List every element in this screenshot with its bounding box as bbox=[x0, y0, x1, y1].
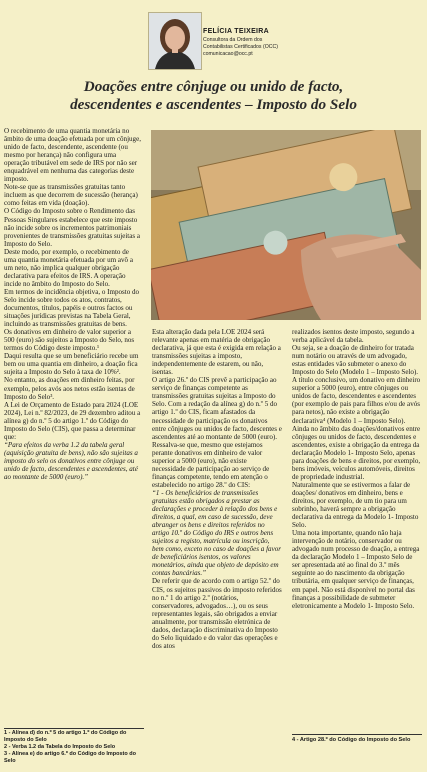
paragraph: Note-se que as transmissões gratuitas tanto incluem as que decorrem de sucessão (herança) como feitas em vida (doação). bbox=[4, 183, 138, 208]
legal-quote: “1 - Os beneficiários de transmissões gratuitas estão obrigados a prestar as declarações e proceder à relação dos bens e direitos, a qual, em caso de sucessão, deve abranger os bens e direitos referidos no artigo 10.º do Código do IRS e outros bens sujeitos a registo, matrícula ou inscrição, bem como, exceto no caso de doações a favor de beneficiários isentos, os valores monetários, ainda que objeto de depósito em contas bancárias.” bbox=[152, 488, 281, 578]
author-name: FELÍCIA TEIXEIRA bbox=[203, 28, 269, 35]
footnote-right-divider bbox=[292, 734, 422, 735]
euro-banknotes-photo bbox=[151, 130, 421, 320]
author-block bbox=[0, 0, 427, 70]
paragraph: Deste modo, por exemplo, o recebimento de uma quantia monetária efetuada por um avô a um neto, não implica qualquer obrigação declarativa para efeitos de IRS. A operação incide no âmbito do Imposto do Selo. bbox=[4, 247, 133, 288]
paragraph: Daqui resulta que se um beneficiário recebe um bem ou uma quantia em dinheiro, a doação fica sujeita a Imposto do Selo à taxa de 10%². bbox=[4, 352, 139, 377]
paragraph: O Código do Imposto sobre o Rendimento das Pessoas Singulares estabelece que este imposto não incide sobre os incrementos patrimoniais provenientes de transmissões gratuitas sujeitas a Imposto do Selo. bbox=[4, 207, 141, 248]
author-role-line-2: Contabilistas Certificados (OCC) bbox=[203, 44, 278, 50]
author-email: comunicacao@occ.pt bbox=[203, 51, 253, 57]
headline-line-1: Doações entre cônjuge ou unido de facto, bbox=[83, 78, 344, 95]
footnote-3: 3 - Alínea e) do artigo 6.º do Código do Imposto do Selo bbox=[4, 751, 136, 765]
paragraph: O artigo 26.º do CIS prevê a participação ao serviço de finanças competente as transmissões gratuitas sujeitas a Imposto do Selo. Com a redação da alínea g) do n.º 5 do artigo 1.º do CIS, ficam afastados da necessidade de participação os donativos entre cônjuges ou unidos de facto, descentes e ascendentes até ao montante de 5000 (euro). bbox=[152, 376, 282, 441]
paragraph: Ainda no âmbito das doações/donativos entre cônjuges ou unidos de facto, descendentes e ascendentes, existe a obrigação da entrega da declaração Modelo 1- Imposto Selo, apenas para doações de bens e direitos, por exemplo, bens imóveis, veículos automóveis, direitos de propriedade industrial. bbox=[292, 424, 421, 481]
article-headline bbox=[0, 78, 427, 114]
author-role-line-1: Consultora da Ordem dos bbox=[203, 37, 263, 43]
footnotes-left bbox=[4, 730, 144, 765]
paragraph: Ou seja, se a doação de dinheiro for tratada num notário ou através de um advogado, estas entidades vão submeter o anexo do Imposto do Selo (Modelo 1 – Imposto Selo). bbox=[292, 344, 419, 377]
paragraph: Ressalva-se que, mesmo que estejamos perante donativos em dinheiro de valor superior a 5000 (euro), não existe necessidade de participação ao serviço de finanças competente, tendo em atenção o estabelecido no artigo 28.º do CIS: bbox=[152, 440, 270, 489]
footnote-1: 1 - Alínea d) do n.º 5 do artigo 1.º do Código do Imposto do Selo bbox=[4, 730, 127, 744]
footnotes-divider bbox=[4, 728, 144, 729]
author-photo bbox=[148, 12, 202, 70]
legal-quote: “Para efeitos da verba 1.2 da tabela geral (aquisição gratuita de bens), não são sujeitas a imposto do selo os donativos entre cônjuge ou unido de facto, descendentes e ascendentes, até ao montante de 5000 (euro).” bbox=[4, 440, 138, 482]
article-column-3 bbox=[292, 328, 422, 610]
paragraph: No entanto, as doações em dinheiro feitas, por exemplo, pelos avós aos netos estão isentas de Imposto do Selo³. bbox=[4, 376, 135, 401]
paragraph: A Lei de Orçamento de Estado para 2024 (LOE 2024), Lei n.º 82/2023, de 29 dezembro aditou a alínea g) do n.º 5 do artigo 1.º do Código do Imposto do Selo (CIS), que passa a determinar que: bbox=[4, 400, 141, 441]
headline-line-2: descendentes e ascendentes – Imposto do Selo bbox=[70, 96, 357, 113]
paragraph: Naturalmente que se estivermos a falar de doações/ donativos em dinheiro, bens e direitos, por exemplo, de um tio para um sobrinho, haverá sempre a obrigação declarativa da entrega da Modelo 1- Imposto Selo. bbox=[292, 480, 419, 530]
paragraph: realizados isentos deste imposto, segundo a verba aplicável da tabela. bbox=[292, 328, 415, 345]
paragraph: Os donativos em dinheiro de valor superior a 500 (euro) são sujeitos a Imposto do Selo, nos termos do Código deste imposto.¹ bbox=[4, 328, 135, 353]
paragraph: Em termos de incidência objetiva, o Imposto do Selo incide sobre todos os atos, contratos, documentos, títulos, papéis e outros factos ou situações jurídicas previstas na Tabela Geral, incluindo as transmissões gratuitas de bens. bbox=[4, 287, 140, 329]
paragraph: De referir que de acordo com o artigo 52.º do CIS, os sujeitos passivos do imposto referidos no n.º 1 do artigo 2.º (notários, conservadores, advogados…), ou os seus representantes legais, são obrigados a enviar anualmente, por transmissão eletrónica de dados, declaração discriminativa do Imposto do Selo liquidado e do valor das operações e dos atos bbox=[152, 577, 282, 650]
footnote-4: 4 - Artigo 28.º do Código do Imposto do Selo bbox=[292, 737, 411, 743]
footnote-2: 2 - Verba 1.2 da Tabela do Imposto do Selo bbox=[4, 744, 116, 751]
article-column-2 bbox=[152, 328, 282, 650]
paragraph: Esta alteração dada pela LOE 2024 será relevante apenas em matéria de obrigação declarativa, já que esta é exigida em relação a transmissões sujeitas a imposto, independentemente de estarem, ou não, isentas. bbox=[152, 328, 281, 377]
paragraph: Uma nota importante, quando não haja intervenção de notário, conservador ou advogado num processo de doação, a entrega da declaração Modelo 1 – Imposto Selo de ser apresentada até ao final do 3.º mês seguinte ao do nascimento da obrigação tributária, em qualquer serviço de finanças, em papel. Não está disponível no portal das finanças a possibilidade de submeter eletronicamente a Modelo 1- Imposto Selo. bbox=[292, 529, 420, 610]
paragraph: A título conclusivo, um donativo em dinheiro superior a 5000 (euro), entre cônjuges ou unidos de facto, descendentes e ascendentes (por exemplo de pais para filhos e/ou de avós para netos), não existe a obrigação declarativa⁴ (Modelo 1 – Imposto Selo). bbox=[292, 376, 421, 425]
article-column-1 bbox=[4, 127, 142, 481]
paragraph: O recebimento de uma quantia monetária no âmbito de uma doação efetuada por um cônjuge, unido de facto, descendente, ascendente (ou mesmo por herança) não configura uma operação tributável em sede de IRS por não ser enquadrável em nenhuma das categorias deste imposto. bbox=[4, 127, 141, 184]
